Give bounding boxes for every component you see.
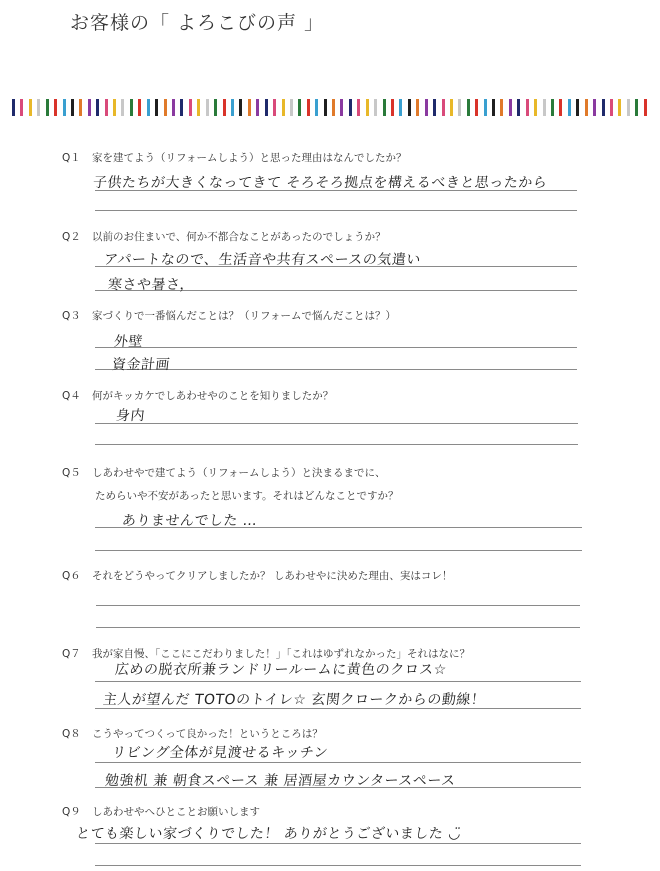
stripe-dash [121, 99, 124, 116]
handwritten-answer: アパートなので、生活音や共有スペースの気遣い [103, 252, 422, 268]
stripe-dash [366, 99, 369, 116]
question-text: 家を建てよう（リフォームしよう）と思った理由はなんでしたか？ [92, 152, 407, 164]
stripe-dash [273, 99, 276, 116]
stripe-dash [500, 99, 503, 116]
question-number: Q５ [62, 467, 81, 479]
stripe-dash [433, 99, 436, 116]
question-text: ためらいや不安があったと思います。それはどんなことですか？ [95, 490, 399, 502]
question-number: Q１ [62, 152, 81, 164]
decorative-stripe-border [12, 99, 647, 116]
stripe-dash [374, 99, 377, 116]
stripe-dash [408, 99, 411, 116]
stripe-dash [416, 99, 419, 116]
stripe-dash [164, 99, 167, 116]
stripe-dash [147, 99, 150, 116]
stripe-dash [509, 99, 512, 116]
question-text: しあわせやへひとことお願いします [92, 806, 260, 818]
stripe-dash [197, 99, 200, 116]
stripe-dash [602, 99, 605, 116]
stripe-dash [585, 99, 588, 116]
stripe-dash [492, 99, 495, 116]
stripe-dash [54, 99, 57, 116]
handwritten-answer: 身内 [115, 408, 146, 424]
stripe-dash [180, 99, 183, 116]
question-text: しあわせやで建てよう（リフォームしよう）と決まるまでに、 [92, 467, 386, 479]
stripe-dash [155, 99, 158, 116]
stripe-dash [282, 99, 285, 116]
handwritten-answer: リビング全体が見渡せるキッチン [111, 745, 329, 761]
stripe-dash [526, 99, 529, 116]
answer-line [95, 423, 578, 424]
handwritten-answer: 子供たちが大きくなってきて そろそろ拠点を構えるべきと思ったから [92, 175, 549, 191]
question-number: Q６ [62, 570, 81, 582]
stripe-dash [324, 99, 327, 116]
question-number: Q３ [62, 310, 81, 322]
stripe-dash [627, 99, 630, 116]
question-text: 以前のお住まいで、何か不都合なことがあったのでしょうか？ [92, 231, 386, 243]
stripe-dash [635, 99, 638, 116]
handwritten-answer: 寒さや暑さ， [107, 277, 196, 293]
answer-line [95, 444, 578, 445]
stripe-dash [349, 99, 352, 116]
stripe-dash [248, 99, 251, 116]
handwritten-answer: ありませんでした … [121, 513, 259, 529]
stripe-dash [315, 99, 318, 116]
stripe-dash [568, 99, 571, 116]
answer-line [95, 762, 581, 763]
answer-line [95, 681, 581, 682]
stripe-dash [340, 99, 343, 116]
stripe-dash [332, 99, 335, 116]
stripe-dash [559, 99, 562, 116]
stripe-dash [206, 99, 209, 116]
stripe-dash [79, 99, 82, 116]
stripe-dash [138, 99, 141, 116]
stripe-dash [46, 99, 49, 116]
stripe-dash [618, 99, 621, 116]
stripe-dash [96, 99, 99, 116]
stripe-dash [543, 99, 546, 116]
question-number: Q７ [62, 648, 81, 660]
stripe-dash [189, 99, 192, 116]
stripe-dash [425, 99, 428, 116]
stripe-dash [517, 99, 520, 116]
stripe-dash [391, 99, 394, 116]
stripe-dash [383, 99, 386, 116]
answer-line [96, 605, 580, 606]
question-number: Q９ [62, 806, 81, 818]
stripe-dash [256, 99, 259, 116]
handwritten-answer: 外壁 [113, 334, 144, 350]
stripe-dash [20, 99, 23, 116]
handwritten-answer: 資金計画 [111, 357, 171, 373]
answer-line [95, 865, 581, 866]
stripe-dash [239, 99, 242, 116]
stripe-dash [37, 99, 40, 116]
question-text: 家づくりで一番悩んだことは？（リフォームで悩んだことは？） [92, 310, 396, 322]
answer-line [96, 627, 580, 628]
stripe-dash [450, 99, 453, 116]
stripe-dash [29, 99, 32, 116]
stripe-dash [265, 99, 268, 116]
handwritten-answer: 勉強机 兼 朝食スペース 兼 居酒屋カウンタースペース [104, 773, 457, 789]
question-number: Q４ [62, 390, 81, 402]
answer-line [95, 210, 577, 211]
question-number: Q８ [62, 728, 81, 740]
question-text: それをどうやってクリアしましたか？ しあわせやに決めた理由、実はコレ！ [92, 570, 453, 582]
stripe-dash [71, 99, 74, 116]
handwritten-answer: とても楽しい家づくりでした！ ありがとうございました ◡̈ [75, 826, 462, 842]
stripe-dash [12, 99, 15, 116]
stripe-dash [534, 99, 537, 116]
stripe-dash [130, 99, 133, 116]
stripe-dash [357, 99, 360, 116]
stripe-dash [307, 99, 310, 116]
stripe-dash [551, 99, 554, 116]
handwritten-answer: 主人が望んだ TOTOのトイレ☆ 玄関クロークからの動線！ [102, 692, 487, 708]
page-title: お客様の「 よろこびの声 」 [70, 12, 325, 34]
stripe-dash [484, 99, 487, 116]
stripe-dash [88, 99, 91, 116]
stripe-dash [610, 99, 613, 116]
stripe-dash [399, 99, 402, 116]
question-text: こうやってつくって良かった！というところは？ [92, 728, 323, 740]
stripe-dash [172, 99, 175, 116]
stripe-dash [231, 99, 234, 116]
question-text: 何がキッカケでしあわせやのことを知りましたか？ [92, 390, 334, 402]
stripe-dash [458, 99, 461, 116]
stripe-dash [214, 99, 217, 116]
stripe-dash [105, 99, 108, 116]
stripe-dash [467, 99, 470, 116]
question-number: Q２ [62, 231, 81, 243]
answer-line [95, 550, 582, 551]
answer-line [95, 843, 581, 844]
stripe-dash [593, 99, 596, 116]
stripe-dash [223, 99, 226, 116]
answer-line [95, 347, 577, 348]
stripe-dash [475, 99, 478, 116]
stripe-dash [576, 99, 579, 116]
stripe-dash [63, 99, 66, 116]
question-text: 我が家自慢、「ここにこだわりました！」「これはゆずれなかった」それはなに？ [92, 648, 470, 660]
stripe-dash [113, 99, 116, 116]
stripe-dash [298, 99, 301, 116]
stripe-dash [442, 99, 445, 116]
handwritten-answer: 広めの脱衣所兼ランドリールームに黄色のクロス☆ [114, 662, 448, 678]
stripe-dash [644, 99, 647, 116]
stripe-dash [290, 99, 293, 116]
